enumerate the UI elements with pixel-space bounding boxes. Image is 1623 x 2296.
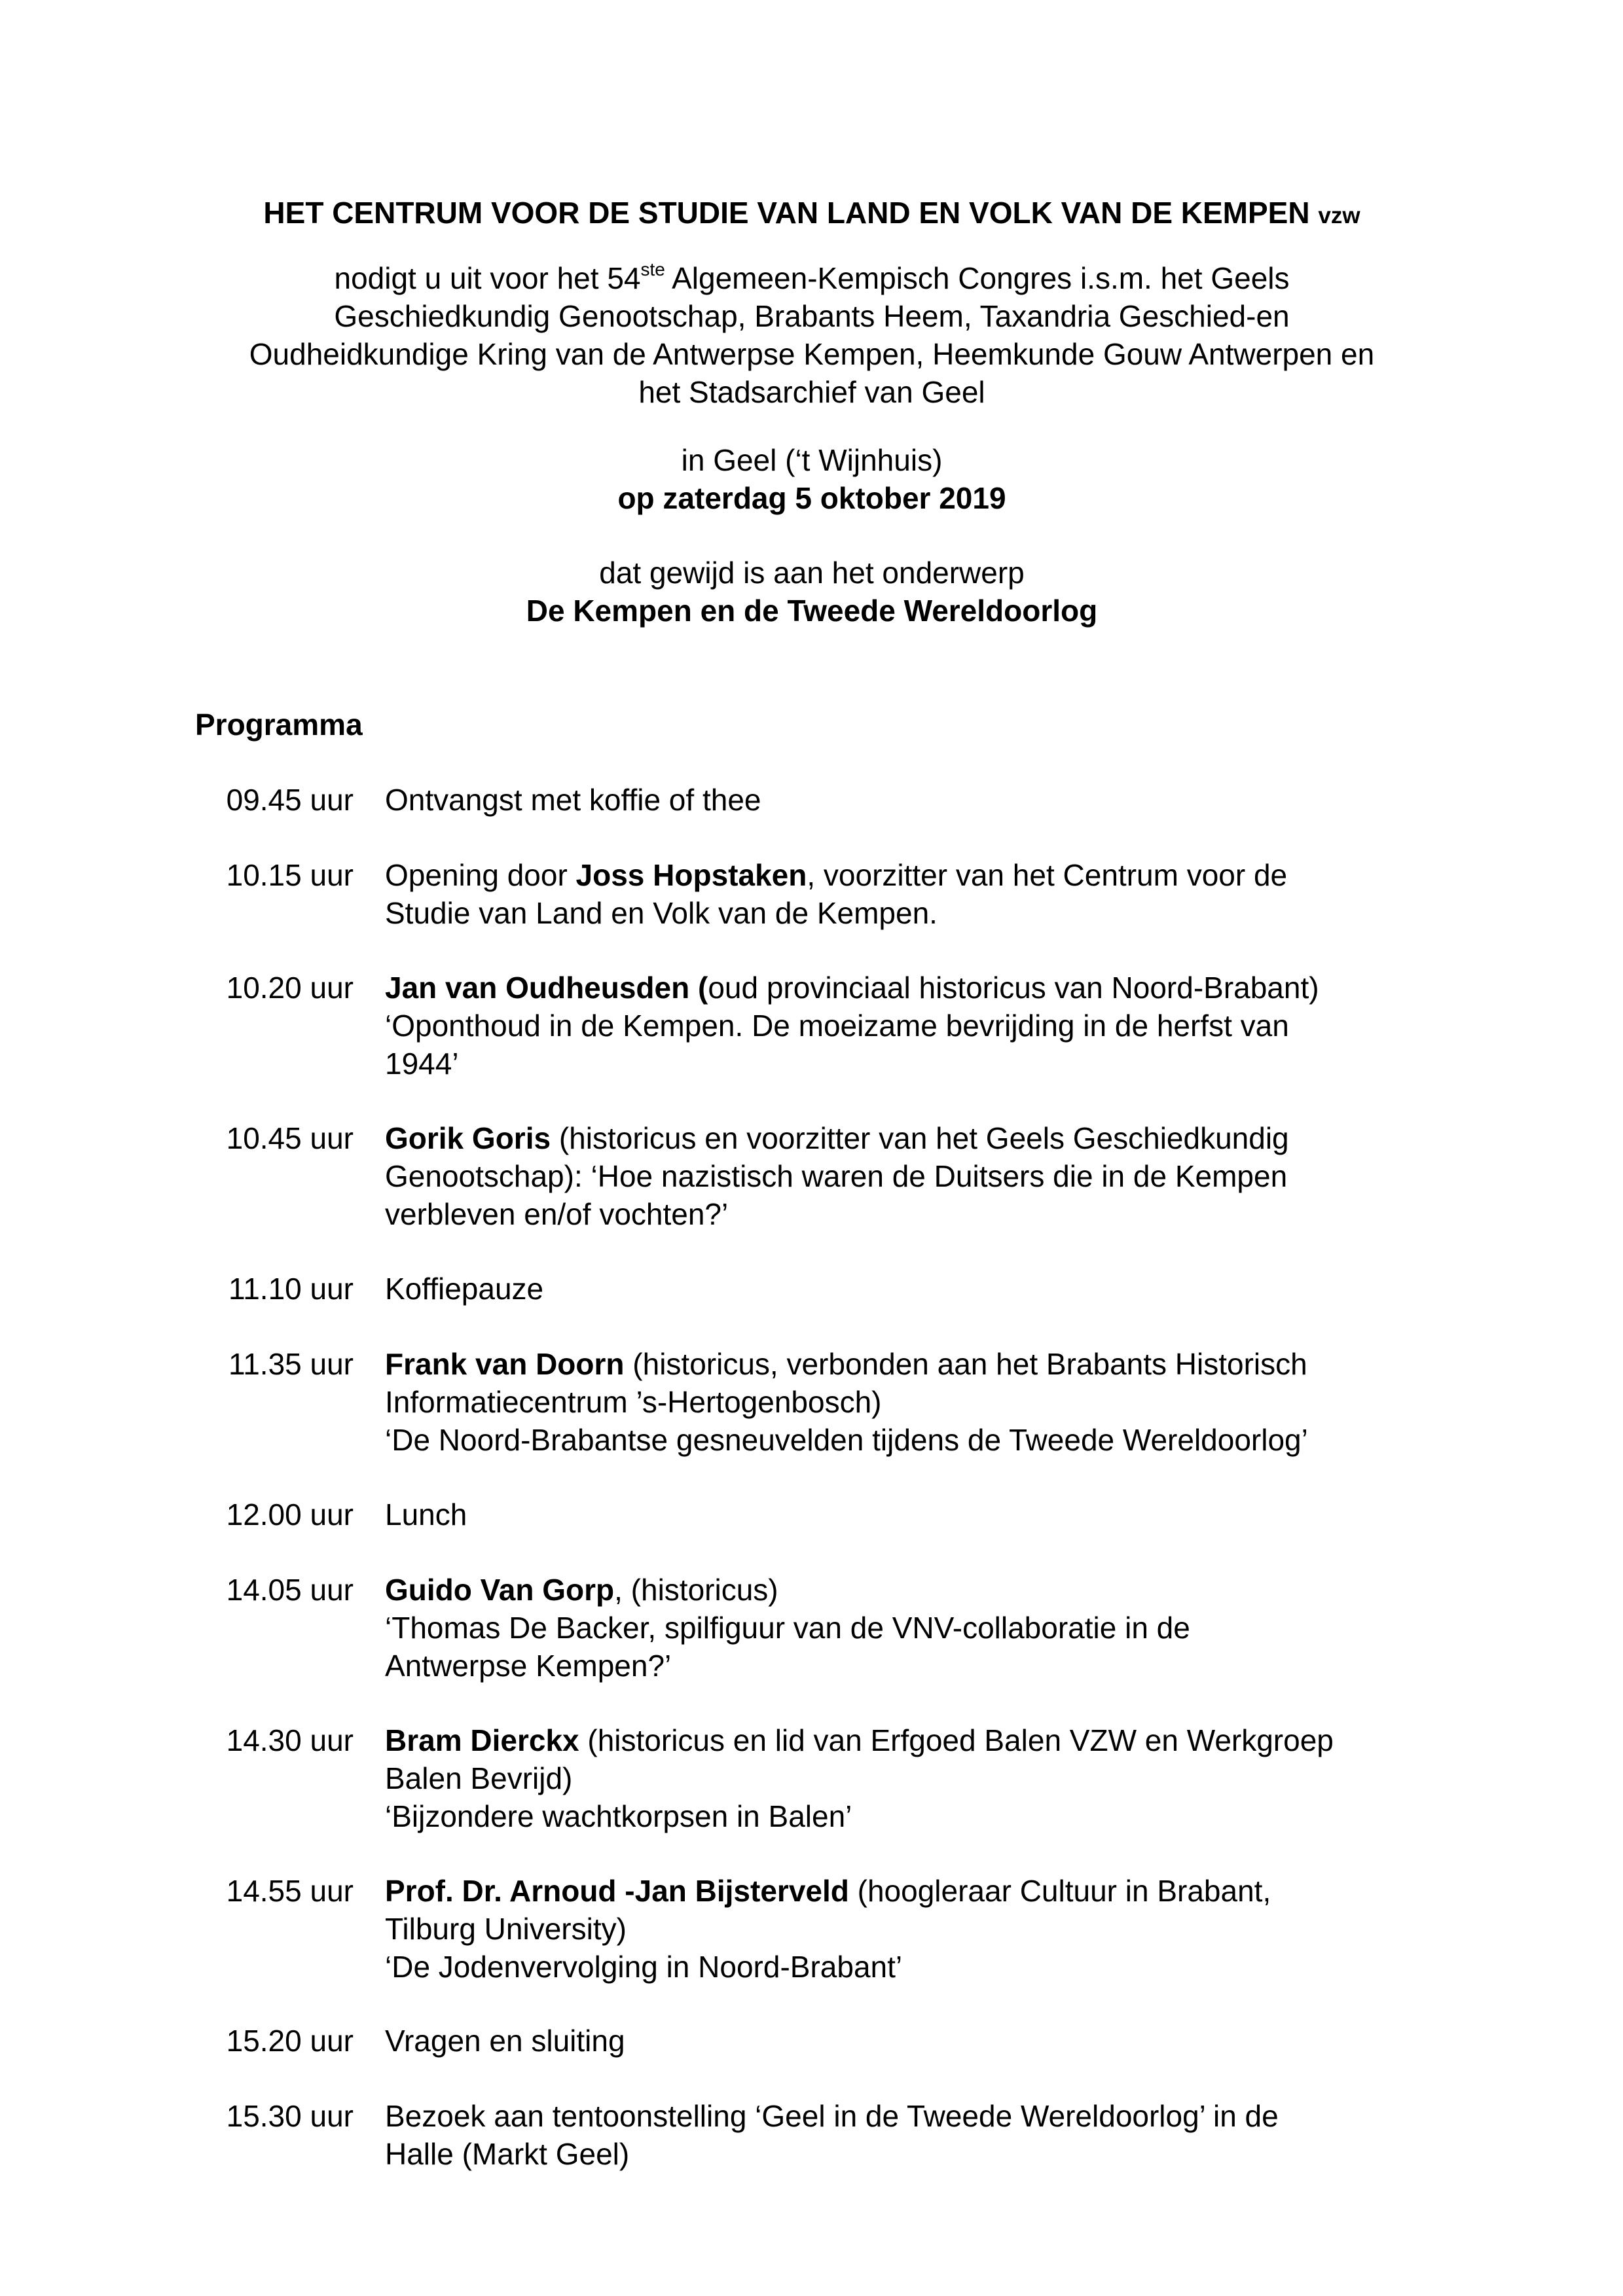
invitation-line-4: het Stadsarchief van Geel [638, 375, 985, 409]
program-description-line [385, 1345, 1459, 1383]
program-description-line [385, 1119, 1459, 1157]
topic-intro: dat gewijd is aan het onderwerp [599, 556, 1025, 590]
event-date: op zaterdag 5 oktober 2019 [617, 481, 1006, 515]
program-description-line [385, 1421, 1459, 1459]
program-time: 10.20 uur [226, 971, 354, 1005]
description-text: ‘De Jodenvervolging in Noord-Brabant’ [385, 1950, 903, 1984]
description-text: (hoogleraar Cultuur in Brabant, [848, 1874, 1271, 1908]
program-description [385, 1571, 1459, 1685]
description-text: Koffiepauze [385, 1272, 544, 1306]
program-description-line [385, 1007, 1459, 1045]
speaker-name: Bram Dierckx [385, 1723, 579, 1757]
program-description-line [385, 894, 1459, 932]
invitation-text [164, 259, 1460, 411]
description-text: Balen Bevrijd) [385, 1761, 573, 1795]
program-description-line [385, 856, 1459, 894]
program-description-line [385, 781, 1459, 819]
description-text: Bezoek aan tentoonstelling ‘Geel in de Tweede Wereldoorlog’ in de [385, 2099, 1279, 2133]
program-description-line [385, 2135, 1459, 2173]
description-text: verbleven en/of vochten?’ [385, 1197, 729, 1231]
topic-title: De Kempen en de Tweede Wereldoorlog [526, 594, 1098, 628]
event-place-date [164, 441, 1460, 517]
description-text: oud provinciaal historicus van Noord-Brabant) [708, 971, 1319, 1005]
description-text: (historicus en lid van Erfgoed Balen VZW en Werkgroep [579, 1723, 1334, 1757]
program-description [385, 1345, 1459, 1459]
program-description [385, 1270, 1459, 1308]
program-description-line [385, 1270, 1459, 1308]
program-description-line [385, 1045, 1459, 1083]
program-description [385, 856, 1459, 932]
speaker-name: Joss Hopstaken [575, 858, 807, 892]
program-time: 10.15 uur [226, 858, 354, 892]
invitation-line-1-start: nodigt u uit voor het 54 [334, 261, 641, 295]
program-description-line [385, 2097, 1459, 2135]
description-text: (historicus en voorzitter van het Geels Geschiedkundig [551, 1121, 1289, 1155]
program-time: 11.10 uur [228, 1272, 354, 1306]
program-description [385, 1721, 1459, 1835]
invitation-line-1-end: Algemeen-Kempisch Congres i.s.m. het Geels [665, 261, 1290, 295]
program-time: 14.55 uur [226, 1874, 354, 1908]
program-description-line [385, 1571, 1459, 1609]
program-description [385, 1872, 1459, 1986]
program-description [385, 1496, 1459, 1534]
program-time: 12.00 uur [226, 1498, 354, 1532]
description-text: ‘Bijzondere wachtkorpsen in Balen’ [385, 1799, 852, 1833]
program-time: 15.30 uur [226, 2099, 354, 2133]
program-description-line [385, 1496, 1459, 1534]
description-text: ‘Oponthoud in de Kempen. De moeizame bevrijding in de herfst van [385, 1009, 1289, 1043]
program-description-line [385, 1910, 1459, 1948]
program-description-line [385, 1721, 1459, 1759]
description-text: ‘Thomas De Backer, spilfiguur van de VNV-collaboratie in de [385, 1611, 1190, 1645]
description-text: Studie van Land en Volk van de Kempen. [385, 896, 938, 930]
speaker-name: Gorik Goris [385, 1121, 551, 1155]
program-time: 14.30 uur [226, 1723, 354, 1757]
organisation-suffix: vzw [1318, 203, 1360, 228]
program-description-line [385, 2022, 1459, 2060]
description-text: Tilburg University) [385, 1912, 627, 1946]
description-text: Opening door [385, 858, 576, 892]
description-text: , voorzitter van het Centrum voor de [807, 858, 1288, 892]
program-description [385, 781, 1459, 819]
program-description-line [385, 1872, 1459, 1910]
program-description [385, 1119, 1459, 1233]
description-text: Genootschap): ‘Hoe nazistisch waren de Duitsers die in de Kempen [385, 1159, 1288, 1193]
program-description-line [385, 969, 1459, 1007]
program-description-line [385, 1797, 1459, 1835]
event-topic [164, 554, 1460, 630]
program-description-line [385, 1195, 1459, 1233]
program-description [385, 2022, 1459, 2060]
description-text: Informatiecentrum ’s-Hertogenbosch) [385, 1385, 882, 1419]
description-text: Ontvangst met koffie of thee [385, 783, 761, 817]
description-text: Lunch [385, 1498, 467, 1532]
description-text: (historicus, verbonden aan het Brabants Historisch [624, 1347, 1307, 1381]
organisation-title [164, 194, 1460, 235]
invitation-line-3: Oudheidkundige Kring van de Antwerpse Kempen, Heemkunde Gouw Antwerpen en [249, 337, 1375, 371]
program-description-line [385, 1157, 1459, 1195]
invitation-line-1 [164, 259, 1460, 297]
speaker-name: Prof. Dr. Arnoud -Jan Bijsterveld [385, 1874, 849, 1908]
description-text: Vragen en sluiting [385, 2024, 625, 2058]
program-description-line [385, 1759, 1459, 1797]
program-description-line [385, 1948, 1459, 1986]
speaker-name: Guido Van Gorp [385, 1573, 615, 1607]
program-description-line [385, 1647, 1459, 1685]
description-text: Halle (Markt Geel) [385, 2137, 630, 2171]
ordinal-suffix: ste [640, 259, 665, 279]
program-time: 15.20 uur [226, 2024, 354, 2058]
program-time: 14.05 uur [226, 1573, 354, 1607]
program-description [385, 2097, 1459, 2173]
program-description-line [385, 1609, 1459, 1647]
program-time: 11.35 uur [228, 1347, 354, 1381]
program-time: 09.45 uur [226, 783, 354, 817]
program-description-line [385, 1383, 1459, 1421]
invitation-line-2: Geschiedkundig Genootschap, Brabants Heem, Taxandria Geschied-en [334, 299, 1290, 333]
description-text: 1944’ [385, 1047, 459, 1081]
speaker-name: Frank van Doorn [385, 1347, 625, 1381]
description-text: ‘De Noord-Brabantse gesneuvelden tijdens de Tweede Wereldoorlog’ [385, 1423, 1308, 1457]
description-text: Antwerpse Kempen?’ [385, 1649, 672, 1683]
event-location: in Geel (‘t Wijnhuis) [681, 443, 943, 477]
organisation-name: HET CENTRUM VOOR DE STUDIE VAN LAND EN VOLK VAN DE KEMPEN [263, 196, 1310, 230]
speaker-name: Jan van Oudheusden ( [385, 971, 708, 1005]
description-text: , (historicus) [614, 1573, 778, 1607]
program-heading: Programma [195, 708, 363, 742]
program-time: 10.45 uur [226, 1121, 354, 1155]
program-description [385, 969, 1459, 1083]
